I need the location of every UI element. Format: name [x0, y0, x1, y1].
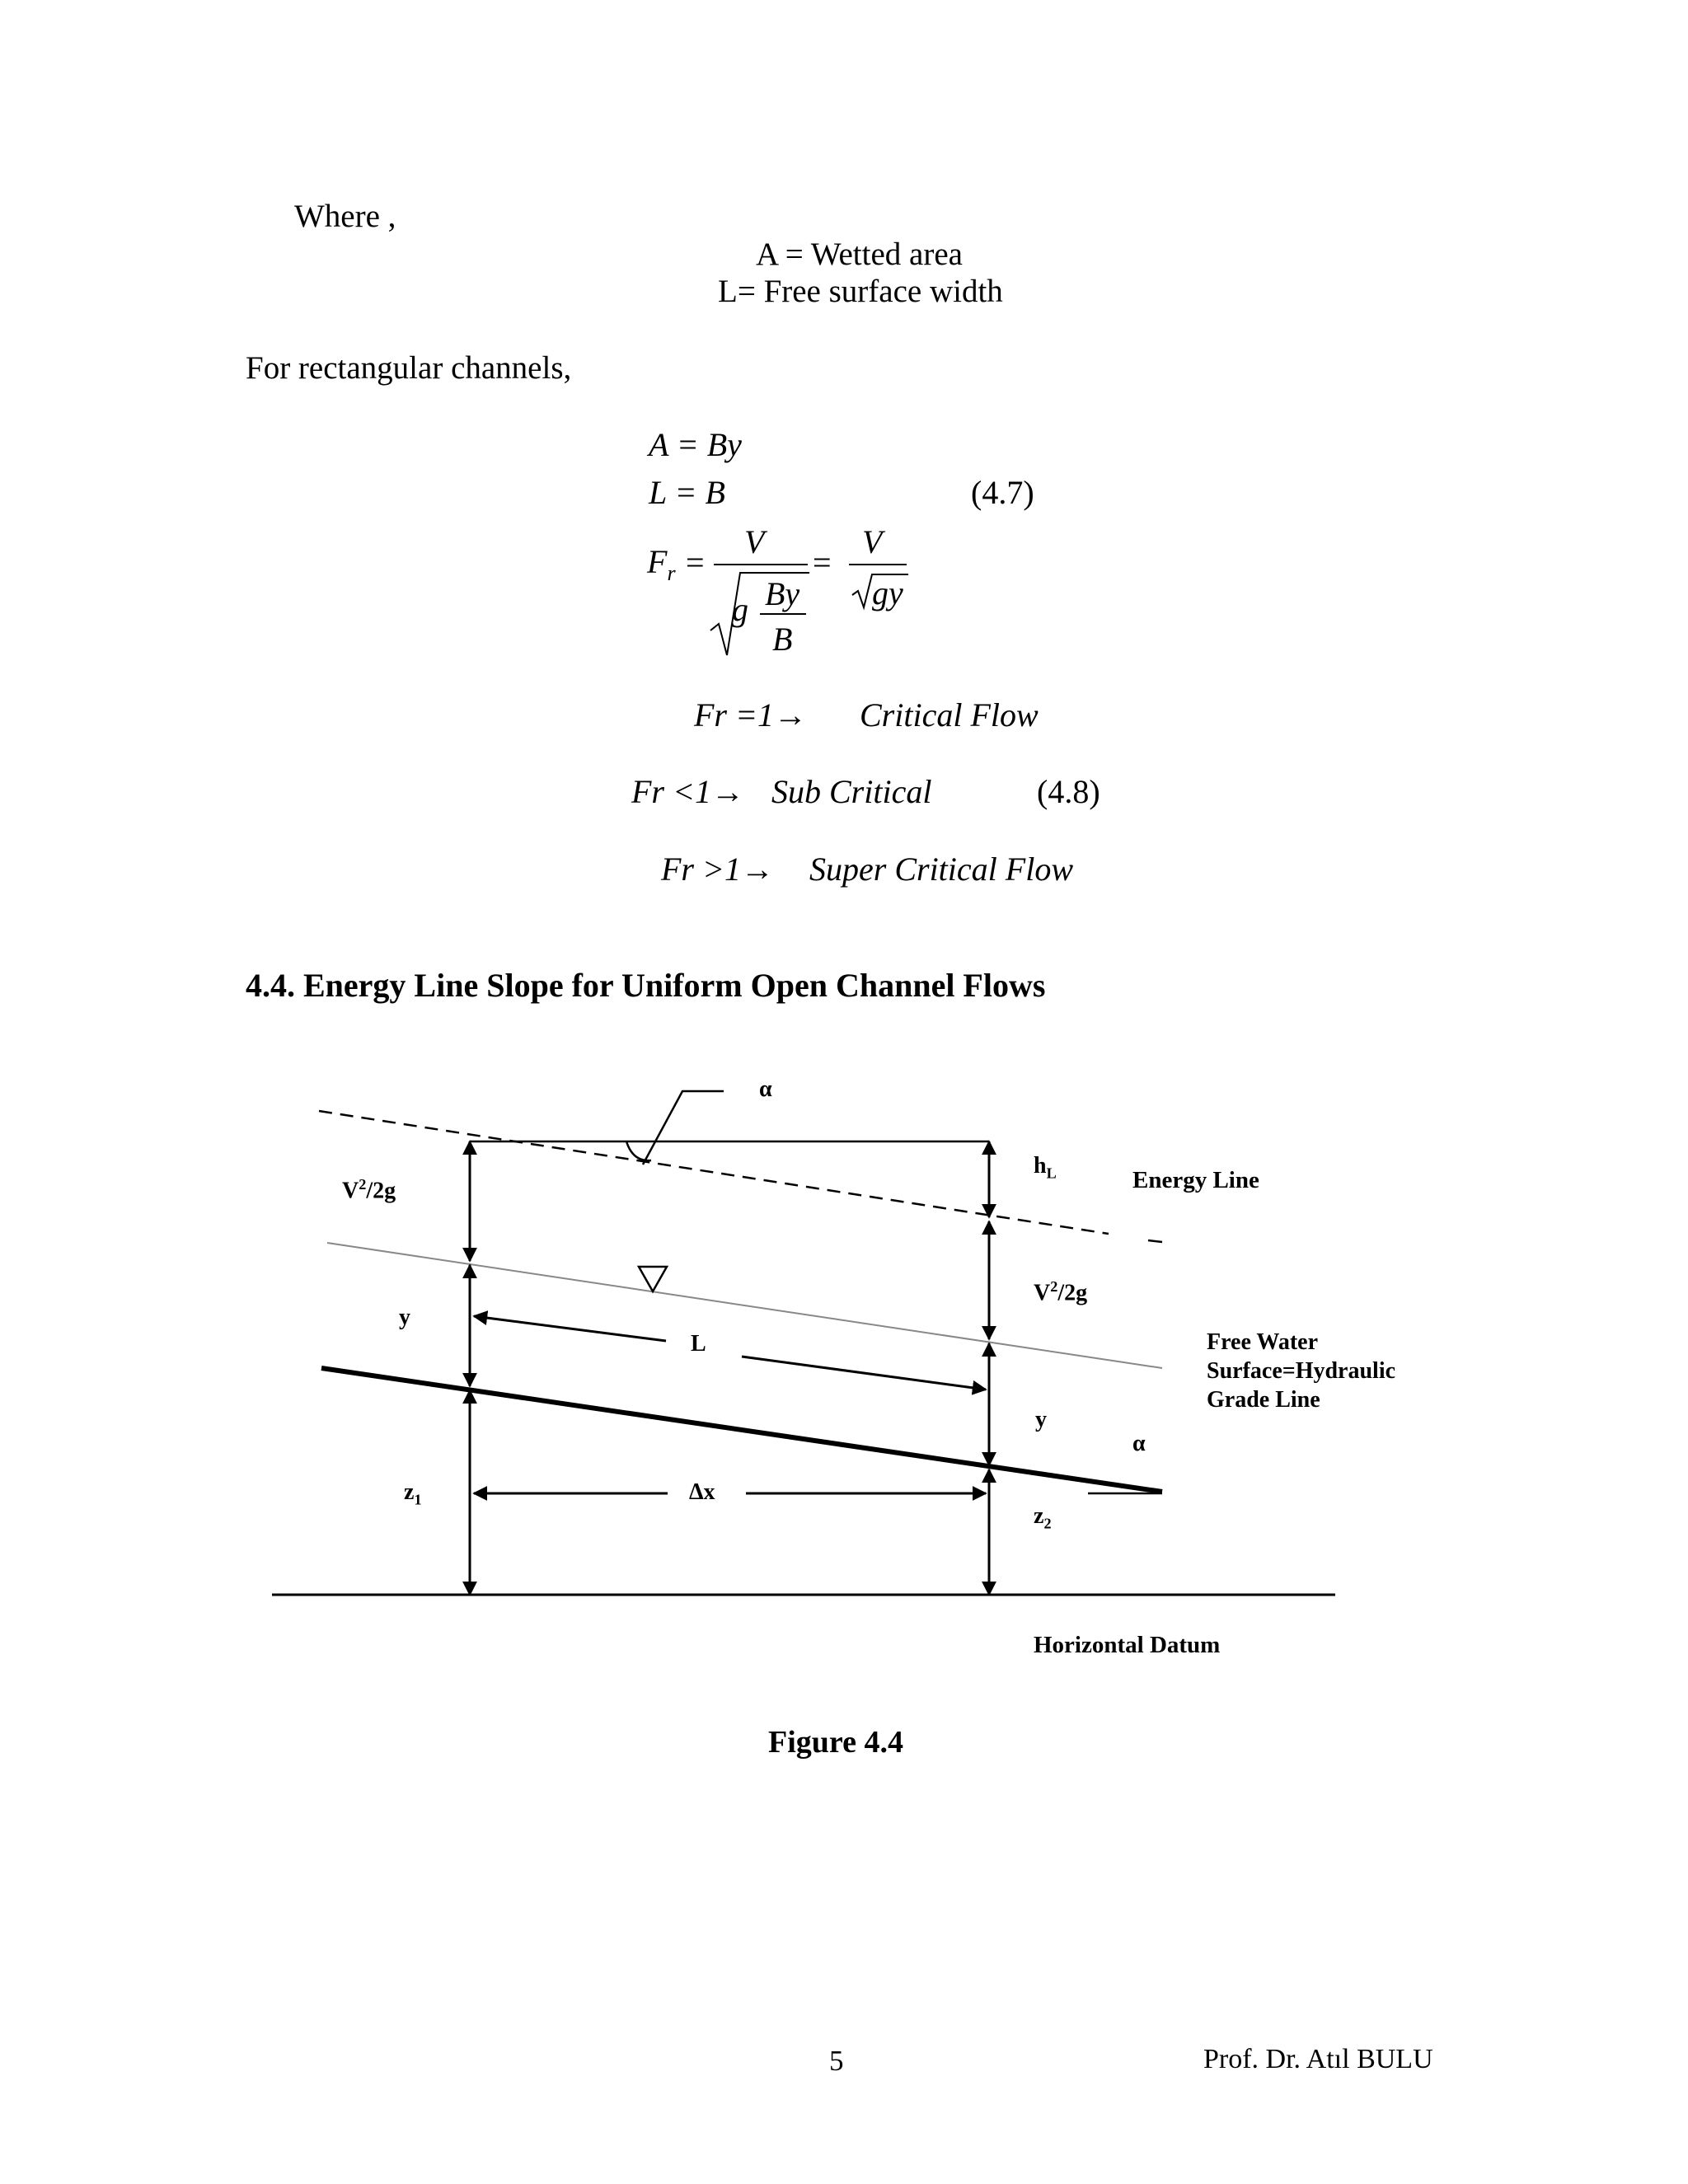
- critical-condition: Fr =1→: [694, 696, 807, 733]
- figure-caption: Figure 4.4: [768, 1725, 903, 1760]
- alpha-angle-top-label: α: [759, 1076, 772, 1102]
- fraction2-denominator: gy: [872, 574, 903, 612]
- equation-area: A = By: [649, 426, 742, 463]
- fraction1-numerator: V: [744, 523, 765, 560]
- delta-x-label: Δx: [689, 1479, 715, 1505]
- rectangular-channels-intro: For rectangular channels,: [246, 350, 572, 386]
- fraction1-g: g: [732, 591, 748, 628]
- free-water-label-line3: Grade Line: [1207, 1387, 1320, 1413]
- length-label: L: [691, 1331, 706, 1357]
- definition-wetted-area: A = Wetted area: [756, 237, 963, 272]
- equation-number-4-8: (4.8): [1037, 773, 1100, 810]
- equation-width: L = B: [649, 474, 725, 511]
- free-water-label-line2: Surface=Hydraulic: [1207, 1358, 1396, 1384]
- supercritical-condition: Fr >1→: [661, 851, 774, 888]
- depth-right-label: y: [1035, 1407, 1047, 1432]
- author-footer: Prof. Dr. Atıl BULU: [1203, 2044, 1433, 2074]
- page-number: 5: [829, 2045, 844, 2077]
- where-label: Where ,: [294, 199, 396, 234]
- definition-free-surface-width: L= Free surface width: [718, 274, 1003, 309]
- subcritical-condition: Fr <1→: [631, 773, 744, 810]
- velocity-head-left-label: $V^2/2g$: [342, 1176, 396, 1204]
- alpha-angle-right-label: α: [1132, 1431, 1146, 1456]
- supercritical-label: Super Critical Flow: [809, 851, 1073, 888]
- free-water-label-line1: Free Water: [1207, 1329, 1319, 1355]
- fraction1-inner-denominator: B: [772, 621, 793, 658]
- fraction2-numerator: V: [862, 523, 883, 560]
- energy-line-label: Energy Line: [1132, 1167, 1259, 1193]
- section-heading: 4.4. Energy Line Slope for Uniform Open Channel Flows: [246, 967, 1046, 1004]
- equals-sign-2: =: [813, 544, 832, 581]
- water-surface-symbol: [639, 1267, 667, 1291]
- fraction1-inner-numerator: By: [765, 575, 800, 612]
- head-loss-label: $h_L$: [1034, 1153, 1057, 1182]
- equals-sign: =: [686, 544, 705, 581]
- elevation-z2-label: $z_2$: [1034, 1503, 1052, 1532]
- froude-symbol: $F_r$: [647, 543, 676, 585]
- equation-number-4-7: (4.7): [971, 474, 1034, 511]
- subcritical-label: Sub Critical: [771, 773, 932, 810]
- horizontal-datum-label: Horizontal Datum: [1034, 1632, 1221, 1658]
- elevation-z1-label: $z_1$: [404, 1479, 422, 1508]
- critical-label: Critical Flow: [860, 696, 1039, 733]
- velocity-head-right-label: $V^2/2g$: [1034, 1278, 1088, 1306]
- depth-left-label: y: [399, 1305, 410, 1330]
